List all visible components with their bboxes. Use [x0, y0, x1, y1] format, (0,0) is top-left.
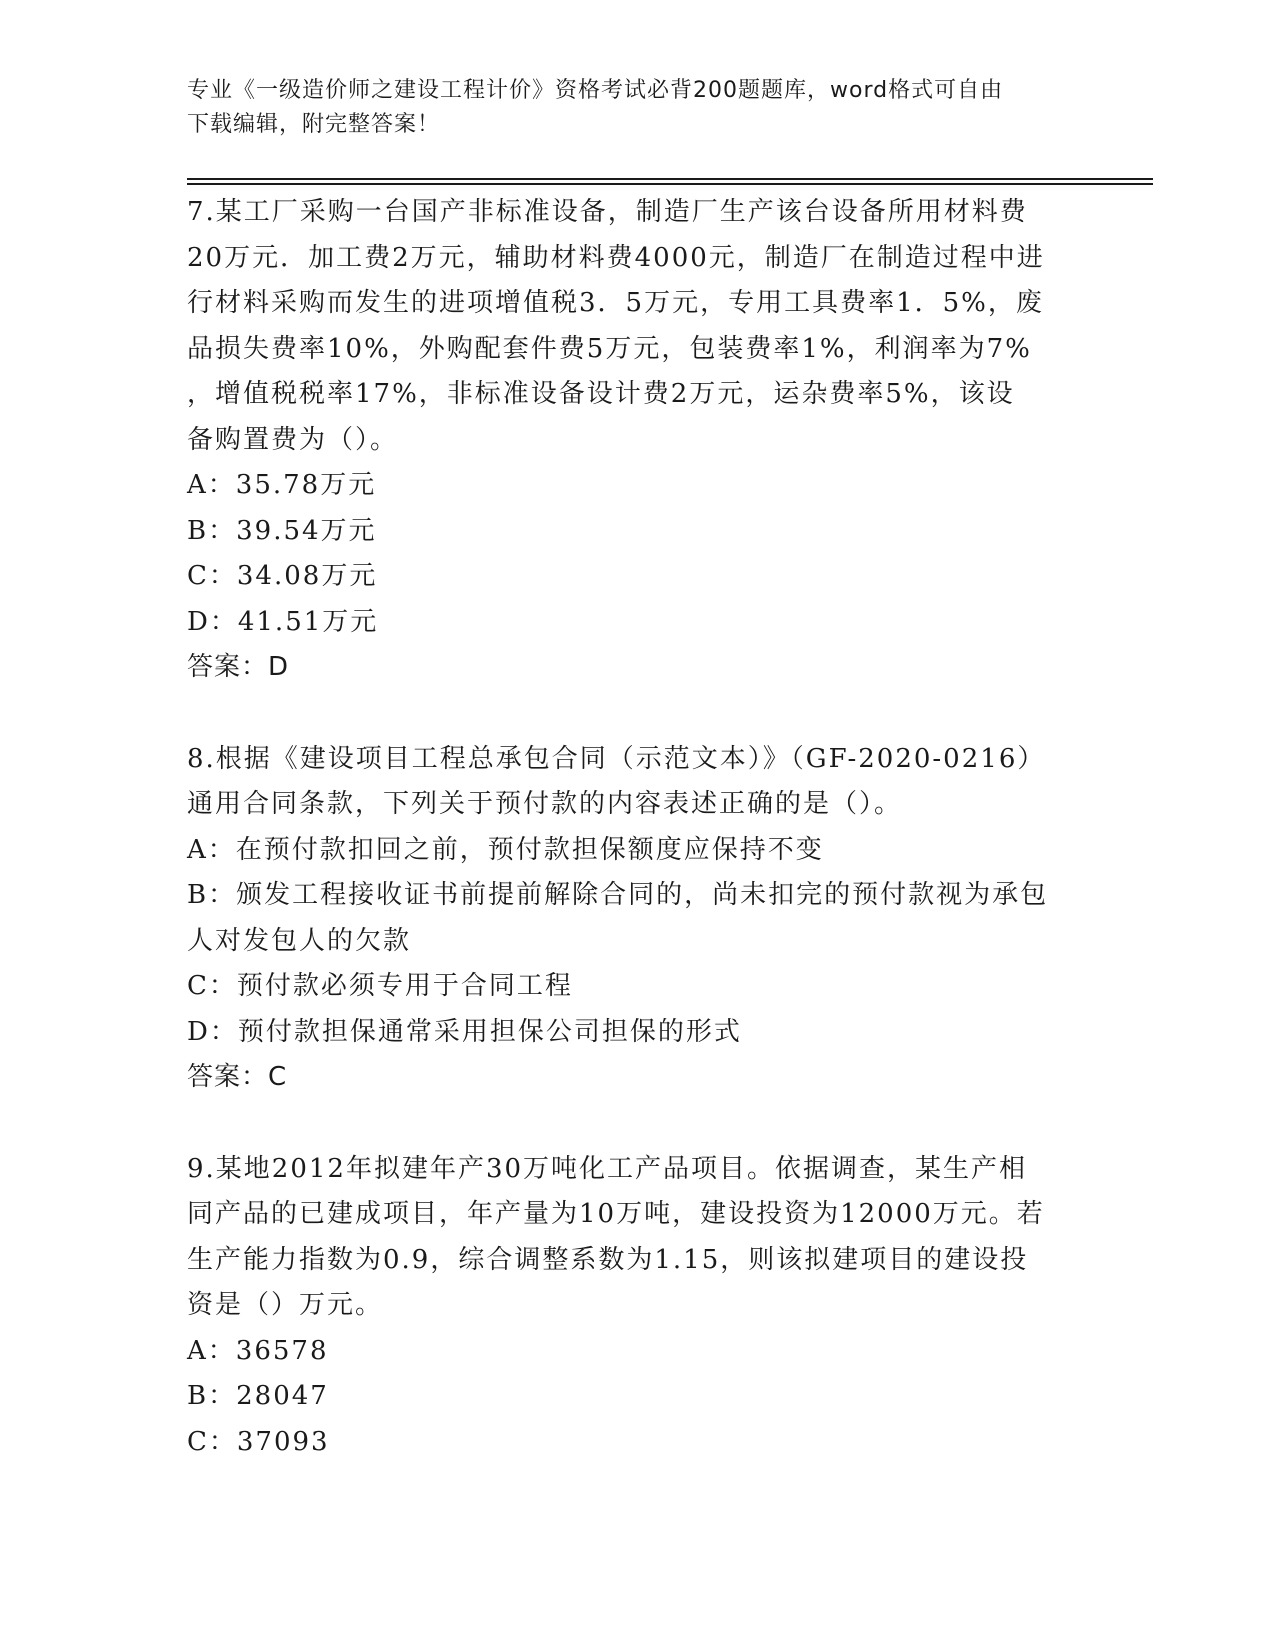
option-a: A：在预付款扣回之前，预付款担保额度应保持不变 [187, 834, 824, 865]
option-b: B：颁发工程接收证书前提前解除合同的，尚未扣完的预付款视为承包 [187, 880, 1049, 910]
question-stem-line: 9.某地2012年拟建年产30万吨化工产品项目。依据调查，某生产相 [187, 1153, 1028, 1184]
question-stem-line: 备购置费为（）。 [187, 424, 399, 455]
question-stem-line: 生产能力指数为0.9，综合调整系数为1.15，则该拟建项目的建设投 [187, 1244, 1029, 1275]
header-rule-bottom [187, 183, 1153, 185]
option-d: D：41.51万元 [187, 606, 379, 637]
option-a: A：35.78万元 [187, 470, 377, 500]
document-header [187, 74, 1087, 142]
question-stem-line: 品损失费率10%，外购配套件费5万元，包装费率1%，利润率为7% [187, 333, 1032, 364]
answer-text: 答案：D [187, 652, 290, 682]
question-stem-line: 通用合同条款，下列关于预付款的内容表述正确的是（）。 [187, 789, 903, 819]
question-stem-line: 同产品的已建成项目，年产量为10万吨，建设投资为12000万元。若 [187, 1199, 1045, 1229]
question-list [187, 190, 1077, 1511]
option-d: D：预付款担保通常采用担保公司担保的形式 [187, 1016, 742, 1047]
header-line-2: 下载编辑，附完整答案！ [187, 112, 441, 137]
option-b: B：39.54万元 [187, 515, 377, 546]
question-stem-line: 7.某工厂采购一台国产非标准设备，制造厂生产该台设备所用材料费 [187, 197, 1028, 227]
question-7 [187, 190, 1077, 691]
question-stem-line: 20万元．加工费2万元，辅助材料费4000元，制造厂在制造过程中进 [187, 242, 1045, 273]
question-stem-line: ，增值税税率17%，非标准设备设计费2万元，运杂费率5%，该设 [187, 379, 1015, 409]
question-stem-line: 资是（）万元。 [187, 1290, 384, 1320]
option-c: C：34.08万元 [187, 561, 378, 591]
answer-text: 答案：C [187, 1062, 288, 1092]
option-c: C：预付款必须专用于合同工程 [187, 971, 573, 1001]
option-a: A：36578 [187, 1335, 329, 1366]
header-line-1: 专业《一级造价师之建设工程计价》资格考试必背200题题库，word格式可自由 [187, 78, 1004, 103]
option-c: C：37093 [187, 1426, 330, 1457]
option-b: B：28047 [187, 1381, 329, 1411]
header-rule-top [187, 178, 1153, 180]
question-stem-line: 8.根据《建设项目工程总承包合同（示范文本）》（GF-2020-0216） [187, 743, 1046, 774]
question-8 [187, 737, 1077, 1101]
question-stem-line: 行材料采购而发生的进项增值税3．5万元，专用工具费率1．5%，废 [187, 288, 1044, 318]
question-9 [187, 1147, 1077, 1466]
option-b-continued: 人对发包人的欠款 [187, 925, 412, 956]
